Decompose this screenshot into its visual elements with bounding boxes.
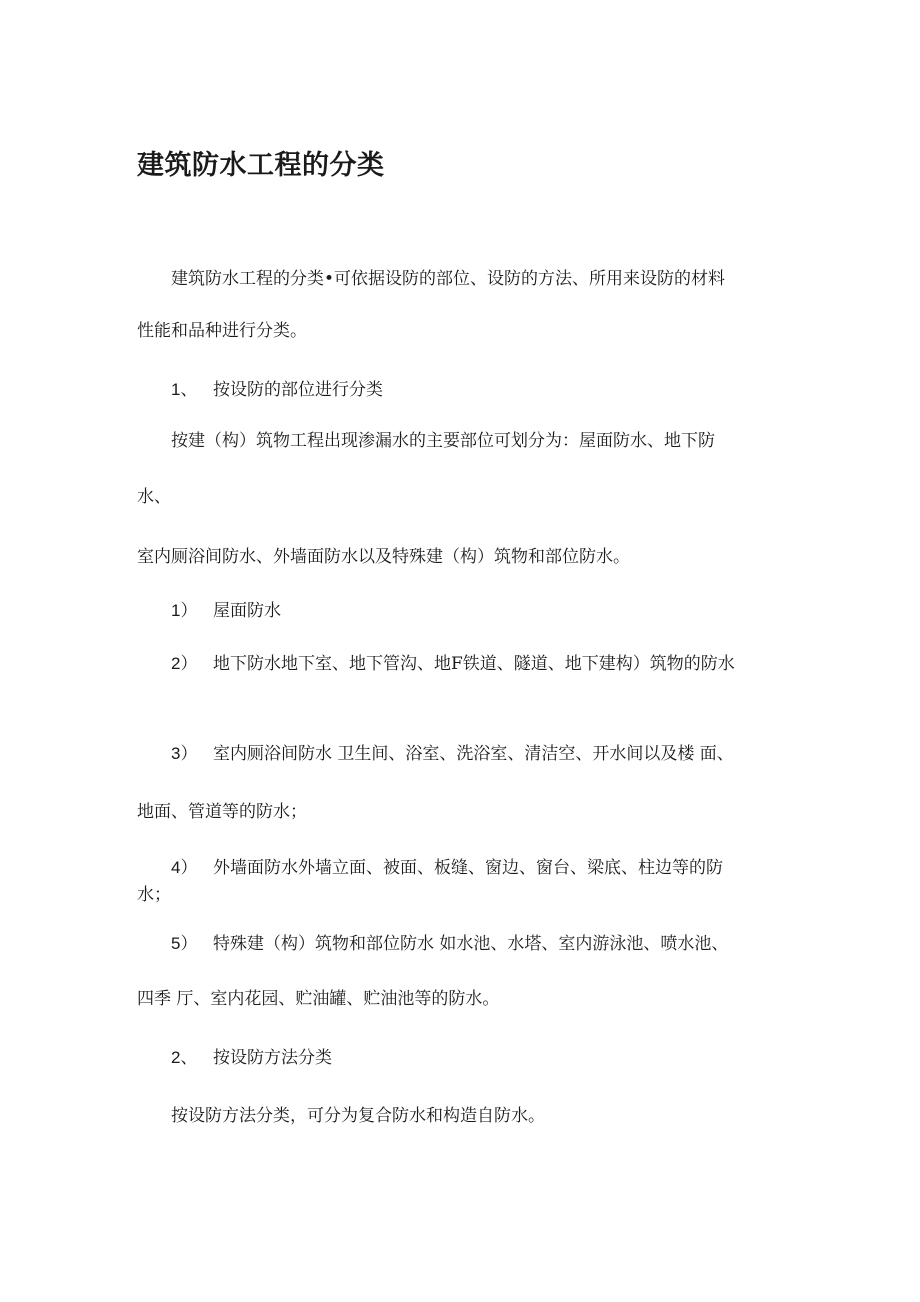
paragraph-intro-line-1: 建筑防水工程的分类•可依据设防的部位、设防的方法、所用来设防的材料 <box>171 269 726 289</box>
section-heading-text: 按设防方法分类 <box>213 1048 332 1068</box>
list-item-text: 特殊建（构）筑物和部位防水 如水池、水塔、室内游泳池、喷水池、 <box>213 934 729 954</box>
list-item-number: 3） <box>171 744 198 763</box>
section-heading-text: 按设防的部位进行分类 <box>213 380 383 400</box>
list-item-underground <box>171 653 735 675</box>
list-item-text: 室内厕浴间防水 卫生间、浴室、洗浴室、清洁空、开水间以及楼 面、 <box>213 744 734 764</box>
list-item-special <box>171 933 728 955</box>
list-item-text: 外墙面防水外墙立面、被面、板缝、窗边、窗台、梁底、柱边等的防 <box>213 858 723 878</box>
list-item-exterior-wall <box>171 857 723 879</box>
section-heading-2 <box>171 1047 332 1069</box>
paragraph-location-line-2: 水、 <box>137 487 171 507</box>
list-item-number: 4） <box>171 858 198 877</box>
paragraph-location-line-3: 室内厕浴间防水、外墙面防水以及特殊建（构）筑物和部位防水。 <box>137 547 630 567</box>
list-item-bathroom-continued: 地面、管道等的防水； <box>137 802 307 822</box>
paragraph-method: 按设防方法分类，可分为复合防水和构造自防水。 <box>171 1106 545 1126</box>
list-item-number: 2） <box>171 654 198 673</box>
list-item-text: 地下防水地下室、地下管沟、地F铁道、隧道、地下建构）筑物的防水 <box>213 654 735 674</box>
section-number: 2、 <box>171 1048 198 1067</box>
list-item-number: 1） <box>171 601 198 620</box>
document-title: 建筑防水工程的分类 <box>137 150 385 181</box>
list-item-roof <box>171 600 281 622</box>
list-item-exterior-wall-continued: 水； <box>137 885 171 905</box>
list-item-number: 5） <box>171 934 198 953</box>
paragraph-intro-line-2: 性能和品种进行分类。 <box>137 321 307 341</box>
section-number: 1、 <box>171 380 198 399</box>
section-heading-1 <box>171 379 383 401</box>
list-item-bathroom <box>171 743 734 765</box>
list-item-special-continued: 四季 厅、室内花园、贮油罐、贮油池等的防水。 <box>137 989 500 1009</box>
paragraph-location-line-1: 按建（构）筑物工程出现渗漏水的主要部位可划分为：屋面防水、地下防 <box>171 431 715 451</box>
list-item-text: 屋面防水 <box>213 601 281 621</box>
